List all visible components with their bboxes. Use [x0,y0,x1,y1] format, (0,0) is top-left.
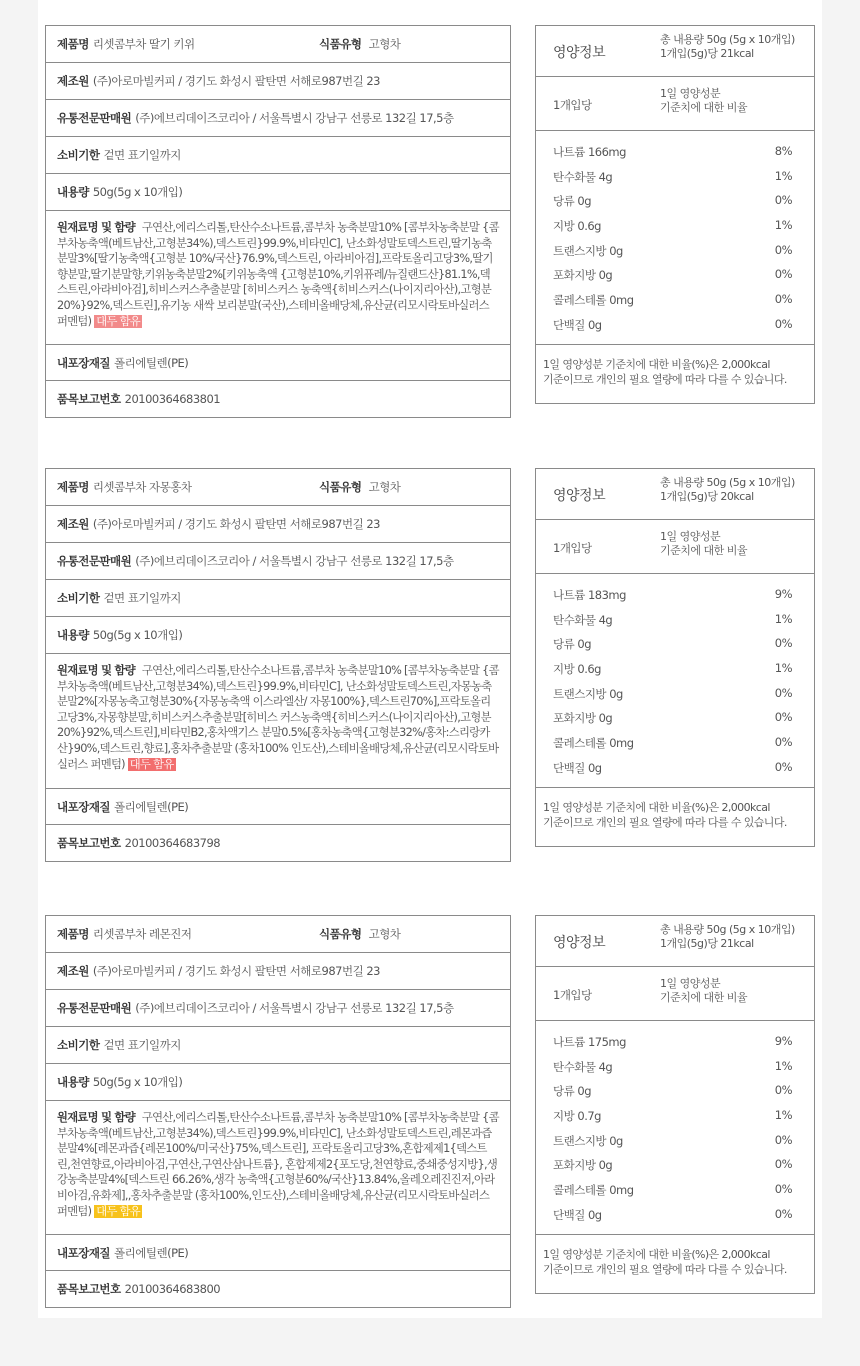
nutrient-row [536,1129,814,1154]
contents-value: 50g(5g x 10개입) [92,1075,183,1089]
report-number-label: 품목보고번호 [57,836,121,850]
distributor-value: (주)에브리데이즈코리아 / 서울특별시 강남구 선릉로 132길 17,5층 [135,554,454,568]
nutrient-row [536,1055,814,1080]
daily-ratio-line2: 기준치에 대한 비율 [660,101,748,114]
product-name-row [46,469,510,506]
daily-ratio-line1: 1일 영양성분 [660,977,721,990]
distributor-label: 유통전문판매원 [57,1001,132,1015]
nutrient-name: 포화지방 0g [553,711,613,726]
product-name-row [46,26,510,63]
nutrient-name: 당류 0g [553,194,591,209]
nutrient-row [536,165,814,190]
product-name-value: 리셋콤부차 딸기 키위 [92,37,195,51]
product-name-label: 제품명 [57,37,89,51]
distributor-value: (주)에브리데이즈코리아 / 서울특별시 강남구 선릉로 132길 17,5층 [135,111,454,125]
packaging-value: 폴리에틸렌(PE) [114,355,189,370]
packaging-value: 폴리에틸렌(PE) [114,799,189,814]
nutrient-row [536,313,814,338]
product-name-label: 제품명 [57,927,89,941]
nutrient-row [536,731,814,756]
nutrition-subheader [536,77,814,131]
nutrition-title: 영양정보 [553,935,606,951]
allergen-badge: 대두 함유 [96,1204,141,1218]
nutrient-row [536,682,814,707]
nutrition-footnote [536,345,814,403]
nutrient-name: 탄수화물 4g [553,1059,613,1074]
ingredients-label: 원재료명 및 함량 [57,221,135,234]
nutrient-name: 포화지방 0g [553,268,613,283]
nutrient-name: 트랜스지방 0g [553,686,623,701]
footnote-line1: 1일 영양성분 기준치에 대한 비율(%)은 2,000kcal [543,357,770,371]
nutrient-pct: 1% [774,218,792,233]
expiry-label: 소비기한 [57,148,100,162]
nutrient-list [536,574,814,788]
per-unit-label: 1개입당 [553,988,592,1002]
nutrient-name: 트랜스지방 0g [553,1133,623,1148]
contents-row [46,174,510,211]
expiry-value: 겉면 표기일까지 [103,591,181,605]
packaging-label: 내포장재질 [57,1245,111,1260]
nutrient-name: 콜레스테롤 0mg [553,736,634,751]
nutrient-row [536,657,814,682]
daily-ratio-line1: 1일 영양성분 [660,530,721,543]
ingredients-value: 구연산,에리스리톨,탄산수소나트륨,콤부차 농축분말10% [콤부차농축분말 {콤부차농축액(베트남산,고형분34%),덱스트린}99.9%,비타민C], 난소화성말토덱스트린,레몬과즙분말4%[레몬과즙{레몬100%/미국산}75%,덱스트린], 프락토올리고당3%,혼합제제1{덱스트린,천연향료,아라비아검,구연산,구연산삼나트륨}, 혼합제제2{포도당,천연향료,중쇄중성지방},생강농축분말4%[덱스트린 66.26%,생각 농축액{고형분60%/국산}13.84%,올레오레진진저,아라비아검,유화제],,홍차추출분말 (홍차100%,인도산),스테비올배당체,유산균(리모시락토바실러스 퍼멘텀) [57,1111,499,1218]
nutrition-total [660,476,795,504]
kcal-per-unit: 1개입(5g)당 21kcal [660,937,754,950]
contents-value: 50g(5g x 10개입) [92,185,183,199]
nutrient-pct: 0% [774,1083,792,1098]
distributor-label: 유통전문판매원 [57,111,132,125]
nutrient-pct: 0% [774,1206,792,1221]
ingredients-row [46,654,510,789]
report-number-value: 20100364683798 [124,836,221,850]
nutrient-row [536,1178,814,1203]
product-name-value: 리셋콤부차 자몽홍차 [92,480,192,494]
contents-label: 내용량 [57,185,89,199]
nutrition-header [536,26,814,77]
nutrient-row [536,288,814,313]
expiry-value: 겉면 표기일까지 [103,148,181,162]
footnote-line1: 1일 영양성분 기준치에 대한 비율(%)은 2,000kcal [543,800,770,814]
ingredients-label: 원재료명 및 함량 [57,1111,135,1124]
nutrient-pct: 0% [774,735,792,750]
nutrient-name: 단백질 0g [553,317,602,332]
nutrient-pct: 1% [774,168,792,183]
nutrition-total [660,33,795,61]
nutrient-pct: 0% [774,710,792,725]
nutrient-name: 지방 0.6g [553,662,601,677]
nutrient-name: 포화지방 0g [553,1158,613,1173]
footnote-line2: 기준이므로 개인의 필요 열량에 따라 다를 수 있습니다. [543,1262,787,1276]
nutrient-pct: 0% [774,316,792,331]
food-type-value: 고형차 [368,927,401,941]
nutrient-pct: 1% [774,611,792,626]
food-type-label: 식품유형 [319,927,362,941]
nutrient-pct: 0% [774,636,792,651]
manufacturer-label: 제조원 [57,517,89,531]
daily-ratio-label [660,530,747,558]
nutrient-pct: 0% [774,242,792,257]
nutrient-pct: 1% [774,1108,792,1123]
contents-row [46,1064,510,1101]
contents-label: 내용량 [57,1075,89,1089]
report-number-row [46,1271,510,1307]
contents-value: 50g(5g x 10개입) [92,628,183,642]
report-number-row [46,381,510,417]
allergen-badge: 대두 함유 [129,757,174,771]
nutrient-row [536,608,814,633]
content-panel [38,0,822,1318]
daily-ratio-line2: 기준치에 대한 비율 [660,991,748,1004]
per-unit-label: 1개입당 [553,541,592,555]
product-info-table [45,25,511,418]
nutrient-row [536,263,814,288]
total-contents: 총 내용량 50g (5g x 10개입) [660,33,795,46]
packaging-row [46,1235,510,1271]
daily-ratio-line2: 기준치에 대한 비율 [660,544,748,557]
nutrient-name: 콜레스테롤 0mg [553,293,634,308]
kcal-per-unit: 1개입(5g)당 21kcal [660,47,754,60]
kcal-per-unit: 1개입(5g)당 20kcal [660,490,754,503]
nutrition-total [660,923,795,951]
product-name-row [46,916,510,953]
daily-ratio-label [660,87,747,115]
ingredients-row [46,211,510,345]
nutrient-row [536,1104,814,1129]
nutrient-pct: 1% [774,1058,792,1073]
nutrient-name: 당류 0g [553,1084,591,1099]
ingredients-label: 원재료명 및 함량 [57,664,135,677]
packaging-label: 내포장재질 [57,355,111,370]
expiry-label: 소비기한 [57,1038,100,1052]
packaging-row [46,789,510,825]
nutrition-table [535,25,815,404]
nutrient-list [536,131,814,345]
food-type-cell [319,926,400,942]
distributor-value: (주)에브리데이즈코리아 / 서울특별시 강남구 선릉로 132길 17,5층 [135,1001,454,1015]
product-name-value: 리셋콤부차 레몬진저 [92,927,192,941]
nutrition-table [535,468,815,847]
nutrient-pct: 0% [774,759,792,774]
food-type-value: 고형차 [368,37,401,51]
nutrition-footnote [536,788,814,846]
nutrient-pct: 9% [774,1034,792,1048]
nutrient-name: 탄수화물 4g [553,169,613,184]
manufacturer-value: (주)아로마빌커피 / 경기도 화성시 팔탄면 서해로987번길 23 [92,517,380,531]
ingredients-row [46,1101,510,1235]
per-unit-label: 1개입당 [553,98,592,112]
nutrition-subheader [536,520,814,574]
manufacturer-row [46,506,510,543]
nutrient-pct: 0% [774,1157,792,1172]
nutrient-row [536,756,814,781]
nutrient-name: 콜레스테롤 0mg [553,1183,634,1198]
nutrition-title: 영양정보 [553,488,606,504]
nutrition-title: 영양정보 [553,45,606,61]
nutrient-row [536,189,814,214]
nutrition-footnote [536,1235,814,1293]
nutrition-header [536,916,814,967]
nutrition-table [535,915,815,1294]
nutrient-row [536,632,814,657]
nutrient-list [536,1021,814,1235]
nutrient-row [536,1030,814,1055]
nutrient-row [536,583,814,608]
food-type-label: 식품유형 [319,480,362,494]
distributor-row [46,100,510,137]
nutrient-row [536,140,814,165]
expiry-row [46,137,510,174]
nutrition-subheader [536,967,814,1021]
report-number-value: 20100364683801 [124,392,221,406]
packaging-value: 폴리에틸렌(PE) [114,1245,189,1260]
nutrient-pct: 0% [774,193,792,208]
manufacturer-row [46,953,510,990]
food-type-value: 고형차 [368,480,401,494]
manufacturer-value: (주)아로마빌커피 / 경기도 화성시 팔탄면 서해로987번길 23 [92,74,380,88]
nutrient-row [536,706,814,731]
nutrient-pct: 0% [774,292,792,307]
nutrient-row [536,239,814,264]
nutrient-pct: 0% [774,685,792,700]
nutrient-name: 지방 0.7g [553,1109,601,1124]
food-type-cell [319,479,400,495]
report-number-row [46,825,510,861]
distributor-row [46,990,510,1027]
footnote-line1: 1일 영양성분 기준치에 대한 비율(%)은 2,000kcal [543,1247,770,1261]
manufacturer-label: 제조원 [57,74,89,88]
contents-label: 내용량 [57,628,89,642]
nutrient-pct: 0% [774,1132,792,1147]
manufacturer-label: 제조원 [57,964,89,978]
nutrient-name: 지방 0.6g [553,219,601,234]
distributor-label: 유통전문판매원 [57,554,132,568]
nutrient-pct: 8% [774,144,792,158]
nutrition-header [536,469,814,520]
report-number-label: 품목보고번호 [57,1282,121,1296]
total-contents: 총 내용량 50g (5g x 10개입) [660,923,795,936]
manufacturer-value: (주)아로마빌커피 / 경기도 화성시 팔탄면 서해로987번길 23 [92,964,380,978]
expiry-value: 겉면 표기일까지 [103,1038,181,1052]
product-info-table [45,915,511,1308]
nutrient-row [536,1079,814,1104]
expiry-row [46,580,510,617]
food-type-cell [319,36,400,52]
footnote-line2: 기준이므로 개인의 필요 열량에 따라 다를 수 있습니다. [543,372,787,386]
report-number-value: 20100364683800 [124,1282,221,1296]
nutrient-row [536,1203,814,1228]
allergen-badge: 대두 함유 [96,314,141,328]
report-number-label: 품목보고번호 [57,392,121,406]
product-name-label: 제품명 [57,480,89,494]
nutrient-name: 단백질 0g [553,760,602,775]
manufacturer-row [46,63,510,100]
total-contents: 총 내용량 50g (5g x 10개입) [660,476,795,489]
nutrient-row [536,214,814,239]
product-info-table [45,468,511,862]
ingredients-value: 구연산,에리스리톨,탄산수소나트륨,콤부차 농축분말10% [콤부차농축분말 {콤부차농축액(베트남산,고형분34%),덱스트린}99.9%,비타민C], 난소화성말토덱스트린,자몽농축분말2%[자몽농축고형분30%{자몽농축액 이스라엘산/ 자몽100%},덱스트린70%],프락토올리고당3%,자몽향분말,히비스커스추출분말[히비스 커스농축액{히비스커스(나이지리아산),고형분20%}92%,덱스트린],비타민B2,홍차액기스 분말0.5%[홍차농축액{고형분32%/홍차:스리랑카산}90%,덱스트린,향료],홍차추출분말 (홍차100% 인도산),스테비올배당체,유산균(리모시락토바실러스 퍼멘텀) [57,664,499,771]
nutrient-pct: 0% [774,267,792,282]
footnote-line2: 기준이므로 개인의 필요 열량에 따라 다를 수 있습니다. [543,815,787,829]
nutrient-pct: 9% [774,587,792,601]
nutrient-name: 당류 0g [553,637,591,652]
nutrient-name: 트랜스지방 0g [553,243,623,258]
nutrient-name: 나트륨 175mg [553,1035,626,1049]
food-type-label: 식품유형 [319,37,362,51]
nutrient-name: 탄수화물 4g [553,612,613,627]
nutrient-name: 단백질 0g [553,1207,602,1222]
expiry-row [46,1027,510,1064]
nutrient-name: 나트륨 166mg [553,145,626,159]
contents-row [46,617,510,654]
nutrient-row [536,1153,814,1178]
packaging-row [46,345,510,381]
ingredients-value: 구연산,에리스리톨,탄산수소나트륨,콤부차 농축분말10% [콤부차농축분말 {콤부차농축액(베트남산,고형분34%),덱스트린}99.9%,비타민C], 난소화성말토덱스트린,딸기농축분말3%[딸기농축액{고형분 10%/국산}76.9%,덱스트린, 아라비아검],프락토올리고당3%,딸기향분말,딸기분말향,키위농축분말2%[키위농축액 {고형분10%,키위퓨레/뉴질랜드산}81.1%,덱스트린,아라비아검],히비스커스추출분말 [히비스커스 농축액{히비스커스(나이지리아산),고형분20%}92%,덱스트린],유기농 새싹 보리분말(국산),스테비올배당체,유산균(리모시락토바실러스 퍼멘텀) [57,221,499,328]
packaging-label: 내포장재질 [57,799,111,814]
distributor-row [46,543,510,580]
nutrient-pct: 1% [774,661,792,676]
daily-ratio-label [660,977,747,1005]
daily-ratio-line1: 1일 영양성분 [660,87,721,100]
nutrient-name: 나트륨 183mg [553,588,626,602]
expiry-label: 소비기한 [57,591,100,605]
nutrient-pct: 0% [774,1182,792,1197]
